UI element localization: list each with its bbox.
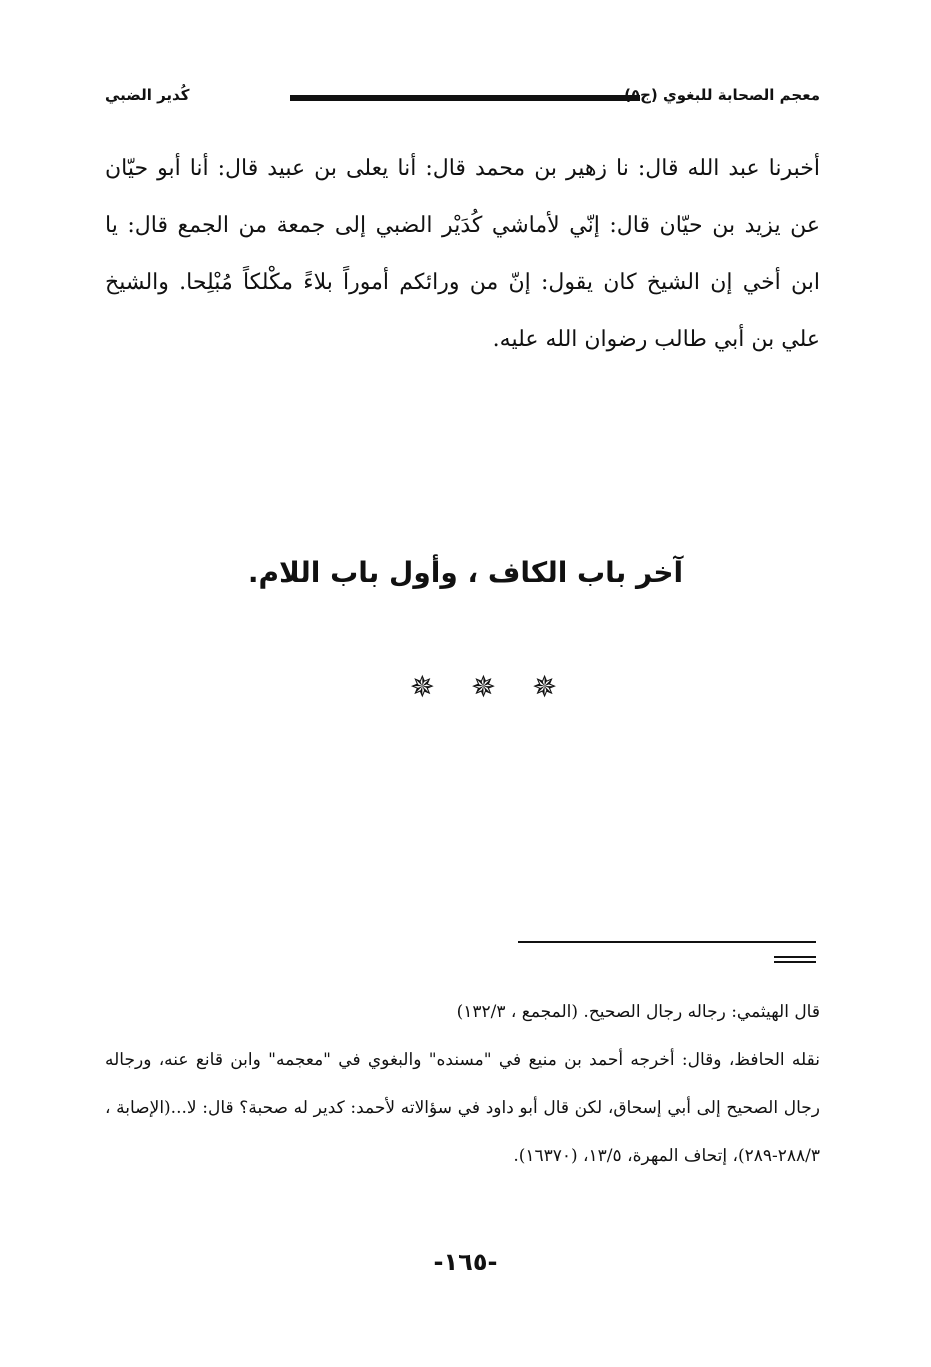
section-heading: آخر باب الكاف ، وأول باب اللام. <box>247 556 684 589</box>
running-header <box>105 86 820 116</box>
header-rule <box>290 95 640 101</box>
entry-title: كُدير الضبي <box>105 86 190 104</box>
footnote-line: قال الهيثمي: رجاله رجال الصحيح. (المجمع ، ١٣٢/٣) <box>456 1002 820 1022</box>
separator-stars: ✵✵✵ <box>409 670 594 705</box>
page-number: -١٦٥- <box>433 1248 498 1276</box>
hadith-paragraph: أخبرنا عبد الله قال: نا زهير بن محمد قال: أنا يعلى بن عبيد قال: أنا أبو حيّان عن يزيد بن حيّان قال: إنّي لأماشي كُدَيْر الضبي إلى جمعة من الجمع قال: يا ابن أخي إن الشيخ كان يقول: إنّ من ورائكم أموراً بلاءً مكْلكاً مُبْلِحا. والشيخ علي بن أبي طالب رضوان الله عليه. <box>105 156 820 352</box>
footnote-marker <box>774 956 816 966</box>
book-title: معجم الصحابة للبغوي (ج <box>640 86 820 104</box>
footnote-divider <box>518 941 816 943</box>
footnote-paragraph: نقله الحافظ، وقال: أخرجه أحمد بن منيع في "مسنده" والبغوي في "معجمه" وابن قانع عنه، ورجاله رجال الصحيح إلى أبي إسحاق، لكن قال أبو داود في سؤالاته لأحمد: كدير له صحبة؟ قال: لا...(الإصابة ، ٢٨٨/٣-٢٨٩)، إتحاف المهرة، ١٣/٥، (١٦٣٧٠). <box>105 1050 820 1166</box>
footnotes <box>105 988 820 1180</box>
